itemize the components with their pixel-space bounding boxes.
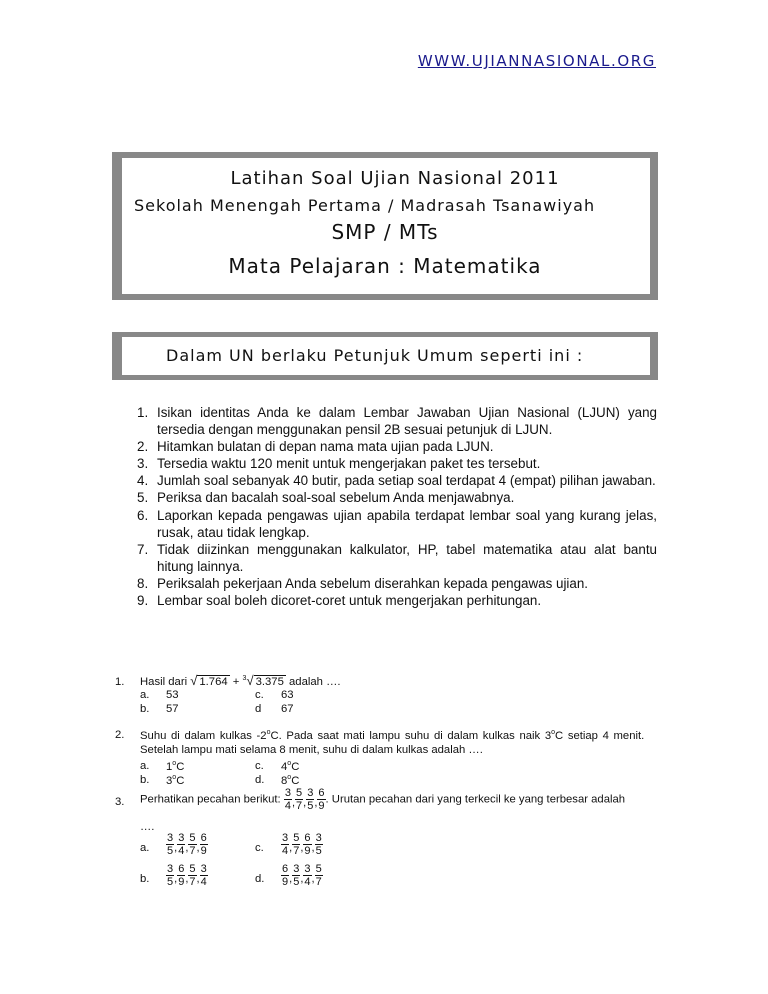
option-fractions: $\frac{3}{5}$ , $\frac{3}{4}$ , $\frac{5}{7}$ , $\frac{6}{9}$ [167,832,207,857]
option-value: 53 [166,689,179,701]
fraction: $\frac{3}{5}$ [307,787,314,812]
subject: Mata Pelajaran : Matematika [228,254,542,278]
rule-item: 1. Isikan identitas Anda ke dalam Lembar Jawaban Ujian Nasional (LJUN) yang tersedia dengan menggunakan pensil 2B sesuai petunjuk di LJUN. [137,405,657,438]
option: d. [255,774,265,786]
rule-item: 7. Tidak diizinkan menggunakan kalkulator, HP, tabel matematika atau alat bantu hitung lainnya. [137,541,657,574]
rule-item: 3. Tersedia waktu 120 menit untuk mengerjakan paket tes tersebut. [137,456,541,472]
question-1-text: Hasil dari √ 1.764 + $^3$√ 3.375 adalah …. [140,673,341,688]
fraction: $\frac{5}{7}$ [296,787,303,812]
exam-title: Latihan Soal Ujian Nasional 2011 [230,168,560,189]
question-3-text: Perhatikan pecahan berikut: $\frac{3}{4}$ , $\frac{5}{7}$ , $\frac{3}{5}$ , $\frac{6}{9}$ . Urutan pecahan dari yang terkecil ke yang terbesar adalah [140,787,626,812]
question-2-line2: Setelah lampu mati selama 8 menit, suhu di dalam kulkas adalah …. [140,744,483,756]
option: c. [255,689,264,701]
header-url[interactable]: WWW.UJIANNASIONAL.ORG [417,52,656,70]
rule-item: 5. Periksa dan bacalah soal-soal sebelum Anda menjawabnya. [137,490,515,506]
question-number: 3. [115,796,125,808]
option: b. [140,703,150,715]
option-value: 1$^o$C [166,760,185,773]
option-value: 63 [281,689,294,701]
rule-item: 2. Hitamkan bulatan di depan nama mata ujian pada LJUN. [137,439,494,455]
rule-item: 6. Laporkan kepada pengawas ujian apabila terdapat lembar soal yang kurang jelas, rusak, atau tidak lengkap. [137,507,657,540]
option: a. [140,689,150,701]
school-level: SMP / MTs [331,220,439,244]
question-2-line1: Suhu di dalam kulkas -2$^o$C. Pada saat mati lampu suhu di dalam kulkas naik 3$^o$C setiap 4 menit. [140,729,645,742]
rule-item: 8. Periksalah pekerjaan Anda sebelum diserahkan kepada pengawas ujian. [137,575,589,591]
rules-list [133,404,657,609]
option-value: 4$^o$C [281,760,300,773]
title-box [112,152,658,300]
instructions-heading: Dalam UN berlaku Petunjuk Umum seperti ini : [166,346,584,365]
question-3-ellipsis: …. [140,821,155,833]
rule-item: 9. Lembar soal boleh dicoret-coret untuk mengerjakan perhitungan. [137,593,542,609]
instructions-box [112,332,658,380]
option: a. [140,760,150,772]
option-value: 57 [166,703,179,715]
option: b. [140,873,150,885]
fraction: $\frac{6}{9}$ [318,787,325,812]
option: a. [140,842,150,854]
option-value: 67 [281,703,294,715]
option: b. [140,774,150,786]
option-fractions: $\frac{3}{5}$ , $\frac{6}{9}$ , $\frac{5}{7}$ , $\frac{3}{4}$ [167,863,207,888]
school-type: Sekolah Menengah Pertama / Madrasah Tsanawiyah [134,196,596,215]
option: d. [255,873,265,885]
option: c. [255,842,264,854]
option-fractions: $\frac{3}{4}$ , $\frac{5}{7}$ , $\frac{6}{9}$ , $\frac{3}{5}$ [282,832,322,857]
rule-item: 4. Jumlah soal sebanyak 40 butir, pada setiap soal terdapat 4 (empat) pilihan jawaban. [137,473,656,489]
fraction: $\frac{3}{4}$ [284,787,291,812]
option-value: 8$^o$C [281,774,300,787]
option-value: 3$^o$C [166,774,185,787]
question-number: 2. [115,729,125,741]
option-fractions: $\frac{6}{9}$ , $\frac{3}{5}$ , $\frac{3}{4}$ , $\frac{5}{7}$ [282,863,322,888]
option: c. [255,760,264,772]
option: d [255,703,262,715]
question-number: 1. [115,676,125,688]
